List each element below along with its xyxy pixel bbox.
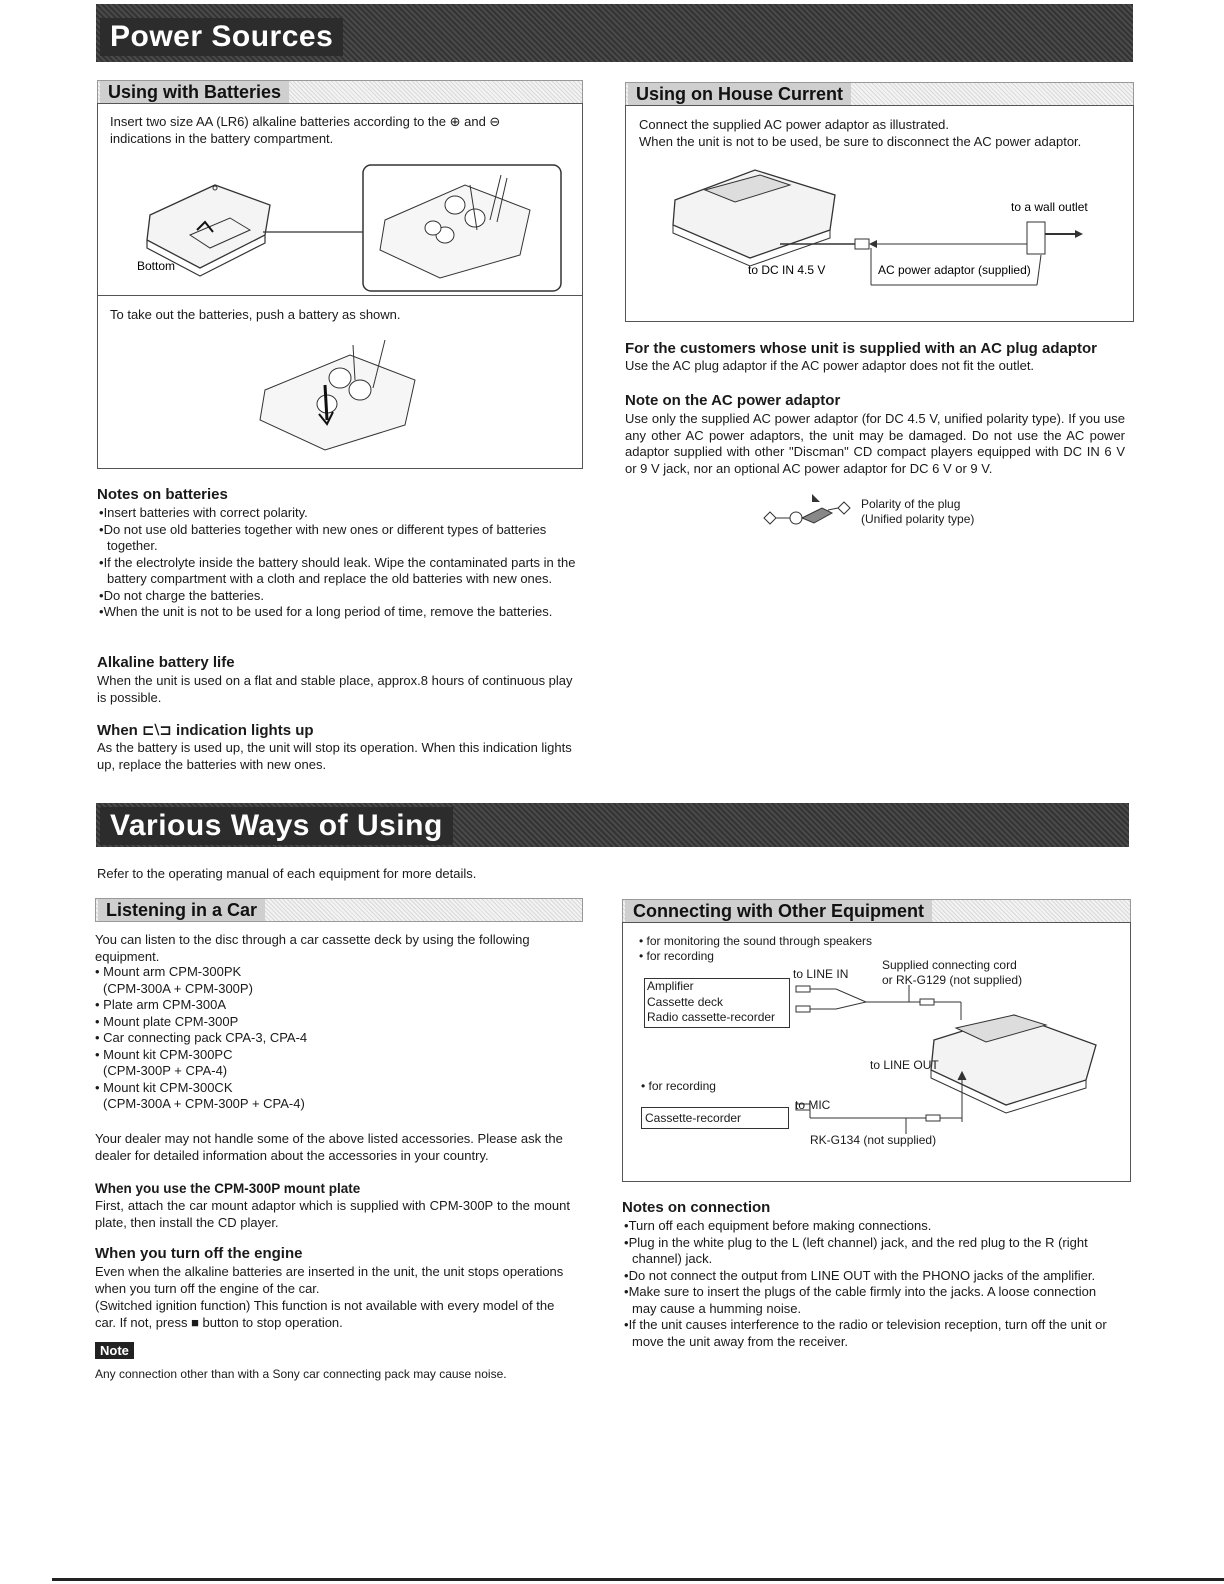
list-item: • Mount plate CPM-300P xyxy=(95,1013,239,1029)
connect-bullet-3: • for recording xyxy=(641,1079,716,1093)
alkaline-heading: Alkaline battery life xyxy=(97,654,235,671)
list-item: • Mount kit CPM-300CK xyxy=(95,1079,233,1095)
list-item: • Do not connect the output from LINE OUT with the PHONO jacks of the amplifier. xyxy=(622,1268,1122,1285)
list-item: • Do not use old batteries together with new ones or different types of batteries together. xyxy=(97,522,587,555)
cassette-deck-label: Cassette deck xyxy=(647,994,724,1009)
ac-adaptor-illustration xyxy=(665,160,1105,290)
page-bottom-rule xyxy=(52,1578,1224,1581)
engine-text-1: Even when the alkaline batteries are inserted in the unit, the unit stops operations when you turn off the engine of the car. xyxy=(95,1264,564,1296)
batteries-heading-text: Using with Batteries xyxy=(100,81,289,103)
list-item: • Turn off each equipment before making connections. xyxy=(622,1218,1122,1235)
amplifier-box xyxy=(644,978,790,1028)
connect-bullet-1: • for monitoring the sound through speakers xyxy=(639,934,873,948)
remove-batteries-text: To take out the batteries, push a battery as shown. xyxy=(110,307,401,322)
dealer-text: Your dealer may not handle some of the above listed accessories. Please ask the dealer for detailed information about the accessories in your country. xyxy=(95,1131,563,1163)
list-item: • If the electrolyte inside the battery should leak. Wipe the contaminated parts in the battery compartment with a cloth and replace the old batteries with new ones. xyxy=(97,555,587,588)
list-item: • When the unit is not to be used for a long period of time, remove the batteries. xyxy=(97,604,587,621)
plug-adaptor-text: Use the AC plug adaptor if the AC power adaptor does not fit the outlet. xyxy=(625,358,1035,373)
list-item: (CPM-300P + CPA-4) xyxy=(103,1063,228,1078)
list-item: • Mount kit CPM-300PC xyxy=(95,1046,233,1062)
list-item: • Car connecting pack CPA-3, CPA-4 xyxy=(95,1030,308,1045)
wall-outlet-label: to a wall outlet xyxy=(1011,200,1088,214)
engine-text-2: (Switched ignition function) This function is not available with every model of the car. If not, press ■ button to stop operation. xyxy=(95,1298,555,1330)
car-intro-text: You can listen to the disc through a car cassette deck by using the following equipment. xyxy=(95,932,530,964)
connection-diagram xyxy=(786,980,1106,1130)
cord-label-1: Supplied connecting cord xyxy=(882,958,1017,972)
house-heading-text: Using on House Current xyxy=(628,83,851,105)
to-line-out-label: to LINE OUT xyxy=(870,1058,939,1072)
list-item: • Do not charge the batteries. xyxy=(97,588,587,605)
indication-text: As the battery is used up, the unit will stop its operation. When this indication lights up, replace the batteries with new ones. xyxy=(97,740,572,772)
indication-heading: When ⊏⧵⊐ indication lights up xyxy=(97,722,314,739)
batteries-divider xyxy=(97,295,582,296)
radio-cassette-label: Radio cassette-recorder xyxy=(647,1010,776,1024)
dc-in-label: to DC IN 4.5 V xyxy=(748,263,826,277)
power-sources-title: Power Sources xyxy=(100,18,343,56)
notes-batteries-list xyxy=(97,505,587,621)
notes-batteries-heading: Notes on batteries xyxy=(97,486,228,503)
battery-bottom-illustration xyxy=(135,160,575,295)
amplifier-label: Amplifier xyxy=(647,979,694,993)
note-text: Any connection other than with a Sony car connecting pack may cause noise. xyxy=(95,1367,507,1381)
list-item: • Plug in the white plug to the L (left channel) jack, and the red plug to the R (right channel) jack. xyxy=(622,1235,1122,1268)
connect-heading-text: Connecting with Other Equipment xyxy=(625,900,932,922)
various-intro-text: Refer to the operating manual of each equipment for more details. xyxy=(97,866,477,881)
alkaline-text: When the unit is used on a flat and stable place, approx.8 hours of continuous play is possible. xyxy=(97,673,573,705)
car-heading xyxy=(95,898,583,922)
list-item: • If the unit causes interference to the radio or television reception, turn off the unit or move the unit away from the receiver. xyxy=(622,1317,1122,1350)
rk-g134-label: RK-G134 (not supplied) xyxy=(810,1133,937,1147)
to-mic-label: to MIC xyxy=(795,1098,831,1112)
conn-notes-heading: Notes on connection xyxy=(622,1199,771,1216)
car-heading-text: Listening in a Car xyxy=(98,899,265,921)
house-heading xyxy=(625,82,1134,106)
to-line-in-label: to LINE IN xyxy=(793,967,849,981)
battery-remove-illustration xyxy=(255,340,425,455)
polarity-label-1: Polarity of the plug xyxy=(861,497,961,511)
mount-plate-text: First, attach the car mount adaptor which is supplied with CPM-300P to the mount plate, then install the CD player. xyxy=(95,1198,570,1230)
conn-notes-list xyxy=(622,1218,1122,1350)
list-item: • Insert batteries with correct polarity. xyxy=(97,505,587,522)
various-ways-title: Various Ways of Using xyxy=(100,807,453,845)
list-item: • Make sure to insert the plugs of the cable firmly into the jacks. A loose connection may cause a humming noise. xyxy=(622,1284,1122,1317)
cassette-recorder-box: Cassette-recorder xyxy=(641,1107,789,1129)
car-equipment-list xyxy=(95,964,515,1113)
list-item: • Mount arm CPM-300PK xyxy=(95,964,242,979)
plug-adaptor-heading: For the customers whose unit is supplied with an AC plug adaptor xyxy=(625,340,1097,357)
ac-note-heading: Note on the AC power adaptor xyxy=(625,392,841,409)
polarity-label-2: (Unified polarity type) xyxy=(861,512,975,526)
ac-adaptor-label: AC power adaptor (supplied) xyxy=(878,263,1031,277)
cord-label-2: or RK-G129 (not supplied) xyxy=(882,973,1023,987)
polarity-plug-icon xyxy=(762,488,857,528)
ac-note-text: Use only the supplied AC power adaptor (for DC 4.5 V, unified polarity type). If you use any other AC power adaptors, the unit may be damaged. Do not use the AC power adaptor supplied with other "Discman" CD compact players equipped with DC IN 6 V or 9 V jack, nor an optional AC power adaptor for DC 6 V or 9 V. xyxy=(625,411,1125,476)
list-item: (CPM-300A + CPM-300P) xyxy=(103,980,253,996)
connect-bullet-2: • for recording xyxy=(639,949,714,963)
house-text-2: When the unit is not to be used, be sure to disconnect the AC power adaptor. xyxy=(639,134,1082,149)
engine-heading: When you turn off the engine xyxy=(95,1245,303,1262)
batteries-heading xyxy=(97,80,583,104)
connect-heading xyxy=(622,899,1131,923)
list-item: • Plate arm CPM-300A xyxy=(95,997,226,1012)
bottom-label: Bottom xyxy=(137,259,176,273)
insert-batteries-text: Insert two size AA (LR6) alkaline batteries according to the ⊕ and ⊖ indications in the battery compartment. xyxy=(110,114,501,146)
list-item: (CPM-300A + CPM-300P + CPA-4) xyxy=(103,1096,305,1111)
house-text-1: Connect the supplied AC power adaptor as illustrated. xyxy=(639,117,950,132)
note-badge: Note xyxy=(95,1342,134,1359)
mount-plate-heading: When you use the CPM-300P mount plate xyxy=(95,1181,361,1196)
